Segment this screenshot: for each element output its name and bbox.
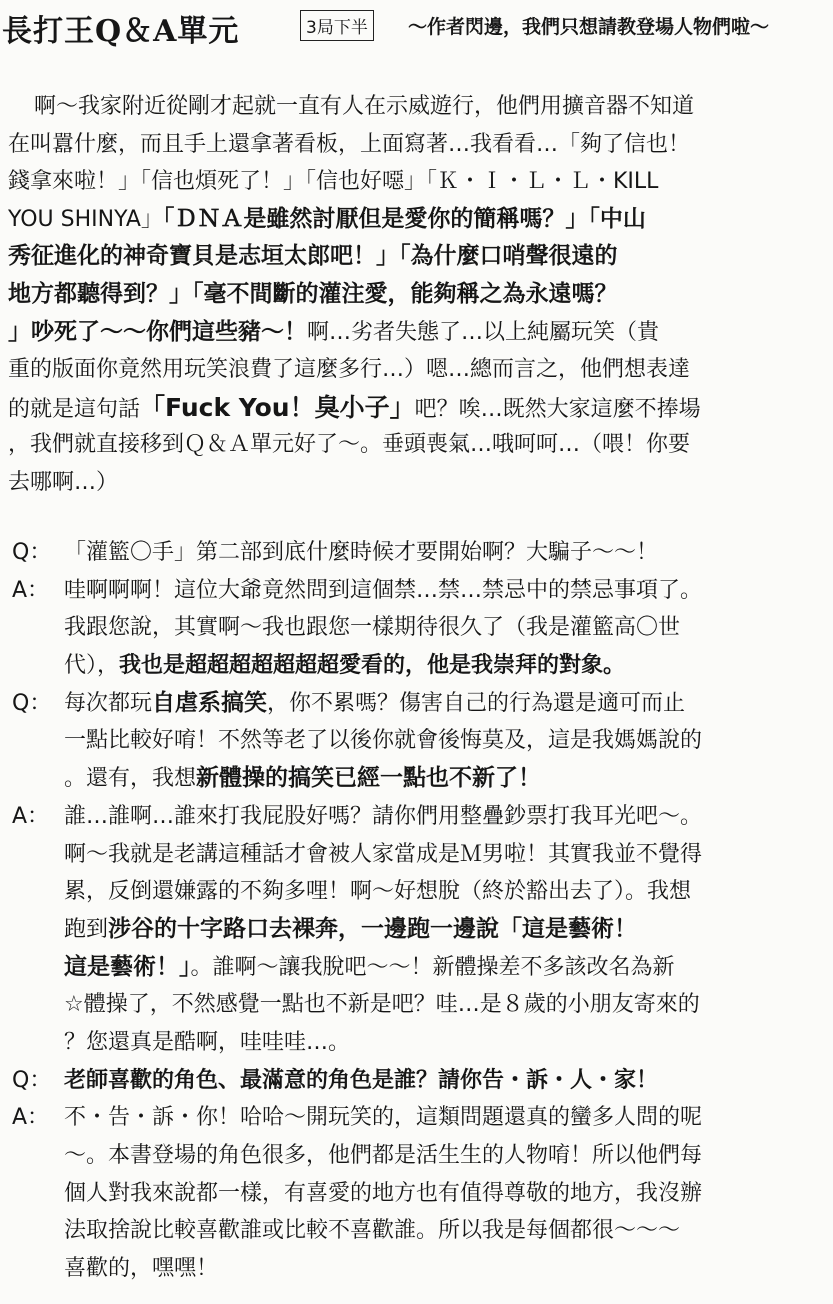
qa-body: [64, 572, 827, 685]
qa-body: [64, 685, 827, 798]
qa-line: [64, 1250, 827, 1288]
qa-text: 喜歡的，嘿嘿！: [64, 1256, 219, 1282]
qa-text: 一點比較好唷！不然等老了以後你就會後悔莫及，這是我媽媽說的: [64, 728, 703, 754]
qa-line: [64, 873, 827, 911]
qa-line: [64, 1137, 827, 1175]
question-label: Q：: [12, 690, 52, 716]
qa-text: 啊～我就是老講這種話才會被人家當成是Ｍ男啦！其實我並不覺得: [64, 841, 703, 867]
emphasis-text: 涉谷的十字路口去裸奔，一邊跑一邊說「這是藝術！: [108, 915, 638, 942]
qa-text: 「灌籃〇手」第二部到底什麼時候才要開始啊？大騙子～～！: [64, 540, 659, 565]
inning-box: 3局下半: [300, 10, 374, 41]
section-subtitle: ～作者閃邊，我們只想請教登場人物們啦～: [408, 16, 770, 38]
sign-text: 「ＤＮＡ是雖然討厭但是愛你的簡稱嗎？」「中山: [162, 205, 646, 232]
qa-line: [64, 949, 827, 987]
answer-row: [12, 1099, 827, 1287]
question-row: [12, 534, 827, 572]
question-label: Q：: [12, 540, 52, 565]
qa-text: 哇啊啊啊！這位大爺竟然問到這個禁…禁…禁忌中的禁忌事項了。: [64, 577, 703, 603]
intro-line: 啊～我家附近從剛才起就一直有人在示威遊行，他們用擴音器不知道: [34, 94, 695, 119]
intro-text: YOU SHINYA」: [8, 206, 163, 232]
sign-text: 秀征進化的神奇寶貝是志垣太郎吧！」「為什麼口哨聲很遠的: [8, 243, 618, 270]
qa-text: 代），: [64, 653, 120, 679]
qa-line: [64, 836, 827, 874]
qa-line: [64, 1175, 827, 1213]
qa-line: [64, 986, 827, 1024]
qa-line: [64, 534, 827, 572]
qa-body: [64, 534, 827, 572]
emphasis-text: 老師喜歡的角色、最滿意的角色是誰？請你告・訴・人・家！: [64, 1067, 659, 1093]
intro-line: 錢拿來啦！」「信也煩死了！」「信也好噁」「Ｋ・Ｉ・Ｌ・Ｌ・KILL: [8, 169, 659, 195]
qa-line: [64, 722, 827, 760]
emphasis-text: 這是藝術！」: [64, 953, 191, 980]
intro-paragraph: [8, 88, 818, 502]
question-row: [12, 685, 827, 798]
qa-list: [12, 534, 827, 1288]
qa-text: 法取捨說比較喜歡誰或比較不喜歡誰。所以我是每個都很～～～: [64, 1218, 681, 1244]
sign-text: 」吵死了～～你們這些豬～！: [8, 318, 307, 345]
qa-text: 我跟您說，其實啊～我也跟您一樣期待很久了（我是灌籃高〇世: [64, 615, 681, 641]
qa-text: 每次都玩: [64, 690, 153, 716]
intro-line: [8, 201, 818, 239]
intro-line: 在叫囂什麼，而且手上還拿著看板，上面寫著…我看看…「夠了信也！: [8, 131, 691, 157]
intro-line: 去哪啊…）: [8, 469, 119, 495]
intro-line: ，我們就直接移到Ｑ＆Ａ單元好了～。垂頭喪氣…哦呵呵…（喂！你要: [8, 432, 691, 458]
qa-line: [64, 911, 827, 949]
emphasis-text: 「Fuck You！臭小子」: [140, 392, 415, 422]
qa-text: ☆體操了，不然感覺一點也不新是吧？哇…是８歲的小朋友寄來的: [64, 992, 700, 1018]
qa-line: [64, 798, 827, 836]
emphasis-text: 自虐系搞笑: [152, 689, 268, 716]
page-header: [0, 2, 833, 49]
qa-line: [64, 1062, 827, 1100]
qa-text: 誰…誰啊…誰來打我屁股好嗎？請你們用整疊鈔票打我耳光吧～。: [64, 803, 703, 829]
qa-text: 不・告・訴・你！哈哈～開玩笑的，這類問題還真的蠻多人問的呢: [64, 1105, 703, 1131]
qa-line: [64, 1024, 827, 1062]
qa-body: [64, 1099, 827, 1287]
emphasis-text: 我也是超超超超超超超愛看的，他是我崇拜的對象。: [119, 653, 626, 679]
qa-text: 累，反倒還嫌露的不夠多哩！啊～好想脫（終於豁出去了）。我想: [64, 879, 692, 905]
answer-label: A：: [12, 577, 50, 603]
qa-text: ，你不累嗎？傷害自己的行為還是適可而止: [267, 690, 686, 716]
intro-text: 啊…劣者失態了…以上純屬玩笑（貴: [307, 319, 660, 345]
intro-text: 吧？唉…既然大家這麼不捧場: [414, 396, 701, 422]
qa-line: [64, 1099, 827, 1137]
qa-text: ～。本書登場的角色很多，他們都是活生生的人物唷！所以他們每: [64, 1143, 703, 1169]
sign-text: 地方都聽得到？」「毫不間斷的灌注愛，能夠稱之為永遠嗎？: [8, 280, 618, 307]
qa-line: [64, 609, 827, 647]
question-label: Q：: [12, 1067, 52, 1093]
answer-row: [12, 572, 827, 685]
qa-text: 跑到: [64, 916, 109, 942]
qa-text: ？您還真是酷啊，哇哇哇…。: [64, 1029, 351, 1055]
section-title: 長打王Q＆A單元: [2, 14, 240, 49]
question-row: [12, 1062, 827, 1100]
qa-line: [64, 572, 827, 610]
qa-body: [64, 1062, 827, 1100]
qa-line: [64, 760, 827, 798]
qa-line: [64, 1212, 827, 1250]
qa-text: 個人對我來說都一樣，有喜愛的地方也有值得尊敬的地方，我沒辦: [64, 1180, 703, 1206]
intro-line: [8, 314, 818, 352]
qa-text: 。誰啊～讓我脫吧～～！新體操差不多該改名為新: [190, 954, 675, 980]
qa-line: [64, 647, 827, 685]
answer-row: [12, 798, 827, 1062]
qa-line: [64, 685, 827, 723]
emphasis-text: 新體操的搞笑已經一點也不新了！: [196, 765, 542, 792]
answer-label: A：: [12, 1105, 50, 1131]
answer-label: A：: [12, 803, 50, 829]
qa-text: 。還有，我想: [64, 766, 197, 792]
intro-text: 的就是這句話: [8, 396, 141, 422]
intro-line: [8, 389, 818, 427]
intro-line: 重的版面你竟然用玩笑浪費了這麼多行…）嗯…總而言之，他們想表達: [8, 357, 691, 383]
qa-body: [64, 798, 827, 1062]
